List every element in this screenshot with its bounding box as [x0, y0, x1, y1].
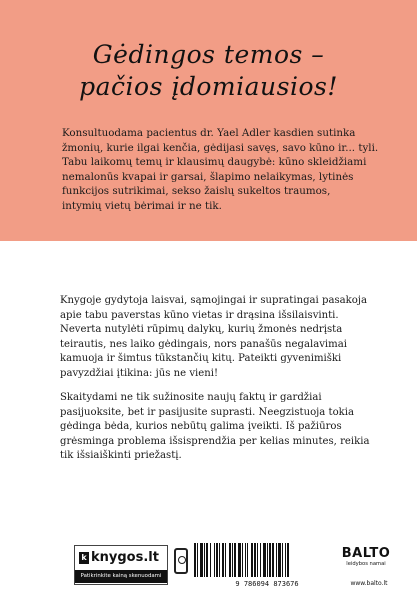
body-line: teirautis, nes laiko gėdingais, nors panašūs negalavimai — [60, 338, 347, 350]
body-paragraph-1 — [60, 294, 368, 382]
body-line: Knygoje gydytoja laisvai, sąmojingai ir supratingai pasakoja — [60, 295, 368, 306]
barcode-bar — [282, 543, 283, 577]
intro-line: funkcijos sutrikimai, sekso žaislų sukeltos traumos, — [62, 185, 331, 198]
body-line: gėdinga bėda, kurios nebūtų galima įveikti. Iš pažiūros — [60, 421, 342, 433]
body-line: Skaitydami ne tik sužinosite naujų faktų ir gardžiai — [60, 392, 322, 403]
publisher-subtitle: leidybos namai — [346, 561, 386, 567]
barcode-bar — [232, 543, 233, 577]
body-line: grėsminga problema išsisprendžia per kelias minutes, reikia — [60, 435, 370, 447]
barcode-bar — [285, 543, 286, 577]
barcode-bar — [267, 543, 268, 577]
barcode-bar — [251, 543, 253, 577]
isbn-number: 9 786094 873676 — [235, 580, 299, 588]
barcode-bar — [247, 543, 248, 577]
barcode-bar — [216, 543, 218, 577]
body-line: kamuoja ir šimtus tūkstančių kitų. Pateikti gyvenimiški — [60, 353, 342, 365]
barcode-bar — [214, 543, 215, 577]
body-line: pasijuoksite, bet ir pasijusite suprasti. Neegzistuoja tokia — [60, 406, 355, 418]
intro-line: Konsultuodama pacientus dr. Yael Adler kasdien sutinka — [62, 127, 356, 139]
barcode-bar — [197, 543, 198, 577]
intro-line: intymių vietų bėrimai ir ne tik. — [62, 199, 222, 212]
barcode-bar — [257, 543, 258, 577]
barcode-bar — [210, 543, 211, 577]
barcode-bar — [219, 543, 220, 577]
barcode-bar — [234, 543, 236, 577]
intro-line: Tabu laikomų temų ir klausimų daugybė: kūno skleidžiami — [62, 156, 367, 169]
intro-line: nemalonūs kvapai ir garsai, šlapimo nelaikymas, lytinės — [62, 170, 354, 183]
body-line: pavyzdžiai įtikina: jūs ne vieni! — [60, 367, 219, 379]
barcode-bar — [222, 543, 224, 577]
barcode-bar — [254, 543, 256, 577]
barcode — [192, 543, 340, 577]
body-line: tik išsiaiškinti priežastį. — [60, 450, 182, 462]
barcode-bar — [229, 543, 231, 577]
store-tagline: Patikrinkite kainą skenuodami — [75, 570, 167, 583]
barcode-bar — [225, 543, 226, 577]
barcode-bar — [206, 543, 208, 577]
body-paragraph-2 — [60, 391, 370, 464]
barcode-bar — [263, 543, 266, 577]
publisher-logo — [340, 546, 392, 567]
barcode-bar — [200, 543, 203, 577]
body-line: apie tabu paverstas kūno vietas ir drąsina išsilaisvinti. — [60, 309, 339, 321]
headline-line-2: pačios įdomiausios! — [79, 72, 338, 101]
barcode-bar — [287, 543, 289, 577]
publisher-name: BALTO — [341, 546, 391, 561]
phone-scan-icon — [174, 548, 188, 574]
intro-line: žmonių, kurie ilgai kenčia, gėdijasi savęs, savo kūno ir... tyli. — [62, 141, 379, 154]
body-line: Neverta nutylėti rūpimų dalykų, kurių žmonės nedrįsta — [60, 324, 343, 336]
headline-line-1: Gėdingos temos – — [92, 40, 325, 69]
barcode-bar — [245, 543, 246, 577]
barcode-bar — [269, 543, 271, 577]
barcode-bar — [204, 543, 205, 577]
barcode-bar — [194, 543, 196, 577]
store-logo — [79, 550, 163, 566]
barcode-bar — [278, 543, 281, 577]
barcode-bar — [272, 543, 274, 577]
barcode-bar — [276, 543, 277, 577]
barcode-bar — [238, 543, 241, 577]
barcode-bar — [242, 543, 243, 577]
publisher-url: www.balto.lt — [350, 580, 388, 587]
intro-text — [62, 126, 379, 214]
store-badge — [74, 545, 168, 585]
store-logo-text: knygos.lt — [91, 550, 159, 565]
store-mark-icon: k — [79, 552, 89, 564]
barcode-bar — [260, 543, 261, 577]
